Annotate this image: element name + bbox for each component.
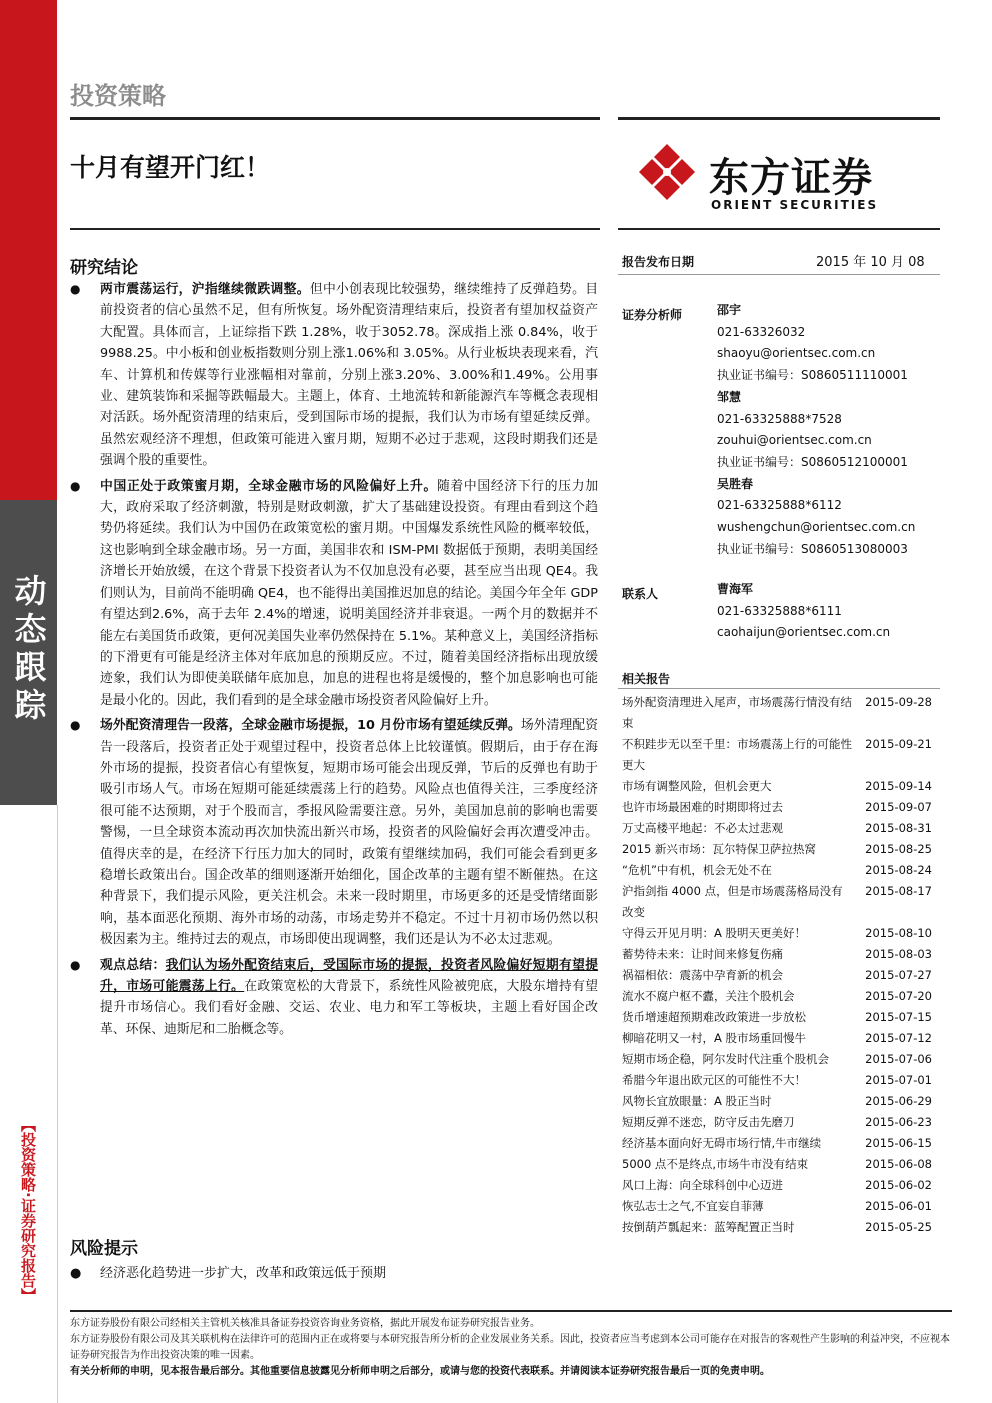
footer-line: 东方证券股份有限公司及其关联机构在法律许可的范围内正在或将要与本研究报告所分析的企业发展业务关系。因此，投资者应当考虑到本公司可能存在对报告的客观性产生影响的利益冲突，不应视本证券研究报告为作出投资决策的唯一因素。: [70, 1334, 950, 1361]
footer-disclaimer: [70, 1316, 952, 1380]
related-report-title[interactable]: “危机”中有机，机会无处不在: [622, 863, 772, 877]
analyst-email[interactable]: zouhui@orientsec.com.cn: [717, 433, 872, 448]
risk-item: [70, 1262, 386, 1281]
related-report-row[interactable]: [622, 1217, 932, 1238]
logo-cn-text: 东方证券: [709, 155, 873, 201]
related-report-row[interactable]: [622, 1133, 932, 1154]
related-report-row[interactable]: [622, 797, 932, 818]
related-report-title[interactable]: 万丈高楼平地起：不必太过悲观: [622, 821, 783, 835]
related-report-date: 2015-08-10: [865, 926, 932, 940]
related-report-row[interactable]: [622, 1049, 932, 1070]
related-report-date: 2015-09-14: [865, 779, 932, 793]
related-report-row[interactable]: [622, 923, 932, 944]
related-report-row[interactable]: [622, 818, 932, 839]
related-report-date: 2015-05-25: [865, 1220, 932, 1234]
conclusion-bullet: [70, 476, 598, 711]
contact-name: 曹海军: [717, 582, 754, 596]
related-report-title[interactable]: 短期市场企稳，阿尔发时代注重个股机会: [622, 1052, 829, 1066]
related-report-row[interactable]: [622, 1175, 932, 1196]
bullet-body: 在政策宽松的大背景下，系统性风险被兜底，大股东增持有望提升市场信心。我们看好金融、交运、农业、电力和军工等板块，主题上看好国企改革、环保、迪斯尼和二胎概念等。: [100, 979, 599, 1037]
related-report-row[interactable]: [622, 1070, 932, 1091]
sidebar-vertical-label: 动态跟踪: [9, 574, 48, 726]
related-report-row[interactable]: [622, 1091, 932, 1112]
analyst-phone: 021-63325888*6112: [717, 498, 842, 513]
related-report-row[interactable]: [622, 1007, 932, 1028]
related-report-row[interactable]: [622, 881, 932, 923]
contact-email[interactable]: caohaijun@orientsec.com.cn: [717, 625, 891, 640]
footer-rule: [70, 1310, 952, 1312]
sidebar-red-band: [0, 0, 57, 500]
analyst-name: 邹慧: [717, 389, 742, 404]
analyst-cert: 执业证书编号：S0860513080003: [717, 541, 908, 556]
related-report-title[interactable]: 2015 新兴市场：瓦尔特保卫萨拉热窝: [622, 842, 816, 856]
analyst-block: [717, 300, 915, 560]
related-report-date: 2015-06-15: [865, 1136, 932, 1150]
related-report-title[interactable]: 风物长宜放眼量：A 股正当时: [622, 1094, 772, 1108]
header-rule-left: [70, 117, 600, 120]
related-report-row[interactable]: [622, 734, 932, 776]
related-report-date: 2015-06-08: [865, 1157, 932, 1171]
related-report-title[interactable]: 不积跬步无以至千里：市场震荡上行的可能性更大: [622, 737, 852, 772]
related-report-date: 2015-07-12: [865, 1031, 932, 1045]
bullet-body: 场外清理配资告一段落后，投资者正处于观望过程中，投资者总体上比较谨慎。假期后，由于存在海外市场的提振，投资者信心有望恢复，短期市场可能会出现反弹，节后的反弹也有助于吸引市场人气。市场在短期可能延续震荡上行的趋势。风险点也值得关注，三季度经济很可能不达预期，对于个股而言，季报风险需要注意。另外，美国加息前的影响也需要警惕，一旦全球资本流动再次加快流出新兴市场，投资者的风险偏好会再次遭受冲击。值得庆幸的是，在经济下行压力加大的同时，政策有望继续加码，我们可能会看到更多稳增长政策出台。国企改革的细则逐渐开始细化，国企改革的主题有望不断催热。在这种背景下，我们提示风险，更关注机会。未来一段时期里，市场更多的还是受情绪面影响，基本面恶化预期、海外市场的动荡，市场走势并不稳定。不过十月初市场仍然以积极因素为主。维持过去的观点，市场即使出现调整，我们还是认为不必太过悲观。: [100, 718, 599, 948]
related-report-title[interactable]: 市场有调整风险，但机会更大: [622, 779, 772, 793]
logo-mark-icon: [637, 142, 697, 202]
date-label: 报告发布日期: [622, 255, 695, 269]
conclusion-list: [70, 279, 598, 1042]
related-reports-list: [622, 692, 932, 1238]
title-rule: [70, 228, 600, 230]
related-report-date: 2015-07-27: [865, 968, 932, 982]
related-report-date: 2015-09-28: [865, 695, 932, 709]
analyst-email[interactable]: shaoyu@orientsec.com.cn: [717, 346, 876, 361]
related-report-title[interactable]: 蓄势待未来：让时间来修复伤痛: [622, 947, 783, 961]
conclusion-bullet: [70, 715, 598, 950]
bullet-lead: 观点总结：: [100, 957, 166, 973]
risk-heading: 风险提示: [70, 1239, 138, 1259]
analyst-cert: 执业证书编号：S0860511110001: [717, 368, 908, 383]
related-report-row[interactable]: [622, 860, 932, 881]
related-report-date: 2015-07-15: [865, 1010, 932, 1024]
contact-label: 联系人: [622, 587, 659, 601]
analyst-phone: 021-63325888*7528: [717, 411, 842, 426]
related-report-row[interactable]: [622, 986, 932, 1007]
analyst-email[interactable]: wushengchun@orientsec.com.cn: [717, 520, 916, 535]
contact-phone: 021-63325888*6111: [717, 603, 842, 618]
related-report-row[interactable]: [622, 944, 932, 965]
analyst-cert: 执业证书编号：S0860512100001: [717, 454, 908, 469]
related-report-title[interactable]: 按倒葫芦瓢起来：蓝筹配置正当时: [622, 1220, 795, 1234]
related-report-title[interactable]: 风口上海：向全球科创中心迈进: [622, 1178, 783, 1192]
bullet-lead: 中国正处于政策蜜月期，全球金融市场的风险偏好上升。: [100, 478, 437, 494]
bullet-underlined: 我们认为场外配资结束后，受国际市场的提振，投资者风险偏好短期有望提升，市场可能震荡上行。: [100, 957, 599, 994]
related-report-date: 2015-07-20: [865, 989, 932, 1003]
related-report-date: 2015-08-25: [865, 842, 932, 856]
bullet-dot-icon: ●: [70, 957, 81, 972]
related-report-row[interactable]: [622, 1154, 932, 1175]
related-report-title[interactable]: 场外配资清理进入尾声，市场震荡行情没有结束: [622, 695, 852, 730]
related-report-title[interactable]: 经济基本面向好无碍市场行情,牛市继续: [622, 1136, 822, 1150]
related-report-row[interactable]: [622, 692, 932, 734]
related-report-row[interactable]: [622, 1028, 932, 1049]
related-heading: 相关报告: [622, 672, 671, 686]
related-report-title[interactable]: 恢弘志士之气,不宜妄自菲薄: [622, 1199, 764, 1213]
report-category: 投资策略: [70, 82, 166, 110]
related-report-title[interactable]: 货币增速超预期难改政策进一步放松: [622, 1010, 806, 1024]
related-report-title[interactable]: 沪指剑指 4000 点，但是市场震荡格局没有改变: [622, 884, 843, 919]
bullet-lead: 两市震荡运行，沪指继续微跌调整。: [100, 282, 310, 297]
footer-line: 东方证券股份有限公司经相关主管机关核准具备证券投资咨询业务资格，据此开展发布证券研究报告业务。: [70, 1318, 540, 1329]
date-rule: [618, 274, 940, 275]
orient-securities-logo: [637, 142, 927, 212]
related-report-row[interactable]: [622, 839, 932, 860]
related-report-title[interactable]: 流水不腐户枢不蠹，关注个股机会: [622, 989, 795, 1003]
logo-en-text: ORIENT SECURITIES: [711, 198, 879, 212]
related-report-row[interactable]: [622, 1112, 932, 1133]
related-report-date: 2015-09-21: [865, 737, 932, 751]
related-report-title[interactable]: 5000 点不是终点,市场牛市没有结束: [622, 1157, 809, 1171]
bullet-body: 随着中国经济下行的压力加大，政府采取了经济刺激，特别是财政刺激，扩大了基础建设投资。有理由看到这个趋势仍将延续。我们认为中国仍在政策宽松的蜜月期。中国爆发系统性风险的概率较低，这也影响到全球金融市场。另一方面，美国非农和 ISM-PMI 数据低于预期，表明美国经济增长开始放缓，在这个背景下投资者认为不仅加息没有必要，甚至应当出现 QE4。我们则认为，目前尚不能明确 QE4，也不能得出美国推迟加息的结论。美国今年全年 GDP 有望达到2.6%，高于去年 2.4%的增速，说明美国经济并非衰退。一两个月的数据并不能左右美国货币政策，更何况美国失业率仍然保持在 5.1%。某种意义上，美国经济指标的下滑更有可能是经济主体对年底加息的预期反应。不过，随着美国经济指标出现放缓迹象，我们认为即使美联储年底加息，加息的进程也将是缓慢的，整个加息影响也可能是最小化的。因此，我们看到的是全球金融市场投资者风险偏好上升。: [100, 478, 599, 708]
bullet-lead: 场外配资清理告一段落，全球金融市场提振，10 月份市场有望延续反弹。: [100, 718, 521, 734]
related-report-date: 2015-08-03: [865, 947, 932, 961]
conclusion-bullet: [70, 955, 598, 1041]
related-report-date: 2015-08-24: [865, 863, 932, 877]
bullet-dot-icon: ●: [70, 1266, 82, 1281]
related-report-date: 2015-06-02: [865, 1178, 932, 1192]
related-report-title[interactable]: 也许市场最困难的时期即将过去: [622, 800, 783, 814]
conclusion-bullet: [70, 279, 598, 472]
related-report-title[interactable]: 柳暗花明又一村，A 股市场重回慢牛: [622, 1031, 807, 1045]
analyst-name: 邵宇: [717, 303, 742, 317]
contact-block: [717, 579, 890, 644]
bullet-dot-icon: ●: [70, 718, 81, 733]
bullet-dot-icon: ●: [70, 478, 81, 493]
related-report-row[interactable]: [622, 1196, 932, 1217]
related-report-date: 2015-06-23: [865, 1115, 932, 1129]
footer-line-bold: 有关分析师的申明，见本报告最后部分。其他重要信息披露见分析师申明之后部分，或请与您的投资代表联系。并请阅读本证券研究报告最后一页的免责申明。: [70, 1366, 770, 1377]
related-report-date: 2015-06-29: [865, 1094, 932, 1108]
page-title: 十月有望开门红！: [70, 153, 271, 182]
analyst-phone: 021-63326032: [717, 324, 806, 339]
bullet-body: 但中小创表现比较强势，继续维持了反弹趋势。目前投资者的信心虽然不足，但有所恢复。场外配资清理结束后，投资者有望加权益资产大配置。具体而言，上证综指下跌 1.28%，收于3052.78。深成指上涨 0.84%，收于 9988.25。中小板和创业板指数则分别上涨1.06%和 3.05%。从行业板块表现来看，汽车、计算机和传媒等行业涨幅相对靠前，分别上涨3.20%、3.00%和1.49%。公用事业、建筑装饰和采掘等跌幅最大。主题上，体育、土地流转和新能源汽车等概念表现相对活跃。场外配资清理的结束后，受到国际市场的提振，我们认为市场有望延续反弹。虽然宏观经济不理想，但政策可能进入蜜月期，短期不必过于悲观，这段时期我们还是强调个股的重要性。: [100, 282, 599, 469]
related-report-date: 2015-09-07: [865, 800, 932, 814]
related-report-date: 2015-06-01: [865, 1199, 932, 1213]
sidebar-bottom-label: 【投资策略·证券研究报告】: [19, 1117, 37, 1303]
related-report-title[interactable]: 守得云开见月明：A 股明天更美好！: [622, 926, 807, 940]
bullet-dot-icon: ●: [70, 282, 81, 296]
related-report-title[interactable]: 短期反弹不迷恋，防守反击先磨刀: [622, 1115, 795, 1129]
related-report-row[interactable]: [622, 965, 932, 986]
related-report-date: 2015-07-06: [865, 1052, 932, 1066]
risk-text: 经济恶化趋势进一步扩大，改革和政策远低于预期: [100, 1266, 387, 1281]
related-report-date: 2015-07-01: [865, 1073, 932, 1087]
related-report-date: 2015-08-31: [865, 821, 932, 835]
related-report-title[interactable]: 祸福相依：震荡中孕育新的机会: [622, 968, 783, 982]
title-rule-right: [618, 228, 940, 230]
related-rule: [618, 688, 940, 689]
date-value: 2015 年 10 月 08: [816, 255, 925, 270]
related-report-date: 2015-08-17: [865, 884, 932, 898]
related-report-title[interactable]: 希腊今年退出欧元区的可能性不大！: [622, 1073, 806, 1087]
conclusion-heading: 研究结论: [70, 258, 138, 278]
analyst-name: 吴胜春: [717, 476, 754, 491]
related-report-row[interactable]: [622, 776, 932, 797]
header-rule-right: [618, 117, 940, 120]
analyst-label: 证券分析师: [622, 308, 683, 322]
